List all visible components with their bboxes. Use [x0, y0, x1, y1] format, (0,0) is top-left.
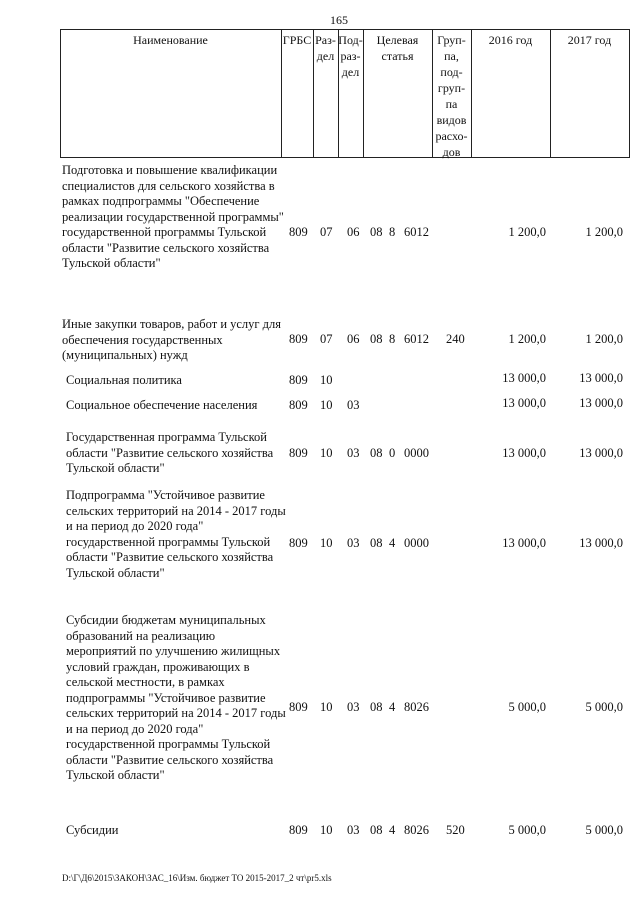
- row-name: Государственная программа Тульской области "Развитие сельского хозяйства Тульской области": [66, 430, 274, 475]
- header-vr: [432, 32, 471, 160]
- row-target-program: 08: [370, 700, 383, 714]
- file-path-footer: D:\Г\Д6\2015\ЗАКОН\ЗАС_16\Изм. бюджет ТО 2015-2017_2 чт\pr5.xls: [62, 873, 332, 883]
- header-target: [363, 32, 432, 64]
- header-vr-line: груп-: [437, 81, 466, 95]
- header-vr-line: под-: [440, 65, 463, 79]
- row-razdel: 10: [320, 446, 333, 460]
- row-name: Подготовка и повышение квалификации специалистов для сельского хозяйства в рамках подпрограммы "Обеспечение реализации государственной программы" государственной программы Тульской области "Развитие сельского хозяйства Тульской области": [62, 163, 284, 270]
- row-2016: 5 000,0: [508, 700, 546, 714]
- header-vr-line: па: [445, 97, 458, 111]
- row-2017: 5 000,0: [585, 700, 623, 714]
- row-razdel: 10: [320, 536, 333, 550]
- row-podrazdel: 03: [347, 446, 360, 460]
- row-2016: 5 000,0: [508, 823, 546, 837]
- row-target-direction: 8026: [404, 823, 429, 837]
- row-razdel: 07: [320, 332, 333, 346]
- row-target-subprogram: 0: [389, 446, 396, 460]
- row-vr: 520: [446, 823, 465, 837]
- row-target-program: 08: [370, 536, 383, 550]
- row-2016: 1 200,0: [508, 332, 546, 346]
- row-target-subprogram: 8: [389, 332, 396, 346]
- header-podrazdel-line: раз-: [340, 49, 361, 63]
- header-razdel-line: Раз-: [315, 33, 336, 47]
- row-target-direction: 8026: [404, 700, 429, 714]
- row-target-subprogram: 4: [389, 536, 396, 550]
- row-name: Субсидии: [66, 823, 119, 837]
- row-2016: 13 000,0: [502, 446, 546, 460]
- row-2017: 13 000,0: [579, 446, 623, 460]
- row-podrazdel: 06: [347, 225, 360, 239]
- row-grbs: 809: [289, 398, 308, 412]
- row-podrazdel: 03: [347, 536, 360, 550]
- row-2017: 1 200,0: [585, 332, 623, 346]
- header-vr-line: видов: [436, 113, 467, 127]
- row-grbs: 809: [289, 446, 308, 460]
- row-grbs: 809: [289, 373, 308, 387]
- header-2016: 2016 год: [488, 33, 533, 47]
- row-razdel: 07: [320, 225, 333, 239]
- row-name: Социальная политика: [66, 373, 182, 387]
- row-vr: 240: [446, 332, 465, 346]
- row-podrazdel: 03: [347, 700, 360, 714]
- row-2017: 13 000,0: [579, 536, 623, 550]
- header-vr-line: Груп-: [437, 33, 466, 47]
- header-vr-line: дов: [442, 145, 461, 159]
- row-name: Иные закупки товаров, работ и услуг для обеспечения государственных (муниципальных) нужд: [62, 317, 282, 362]
- row-razdel: 10: [320, 398, 333, 412]
- row-target-direction: 0000: [404, 446, 429, 460]
- row-grbs: 809: [289, 332, 308, 346]
- row-grbs: 809: [289, 536, 308, 550]
- row-target-direction: 6012: [404, 332, 429, 346]
- row-grbs: 809: [289, 700, 308, 714]
- page-number: 165: [330, 13, 348, 27]
- row-2016: 13 000,0: [502, 371, 546, 385]
- header-target-line: статья: [381, 49, 414, 63]
- row-podrazdel: 06: [347, 332, 360, 346]
- header-vr-line: па,: [444, 49, 459, 63]
- row-2016: 13 000,0: [502, 536, 546, 550]
- row-name: Субсидии бюджетам муниципальных образований на реализацию мероприятий по улучшению жилищных условий граждан, проживающих в сельской местности, в рамках подпрограммы "Устойчивое развитие сельских территорий на 2014 - 2017 годы и на период до 2020 года" государственной программы Тульской области "Развитие сельского хозяйства Тульской области": [66, 613, 286, 782]
- row-target-direction: 0000: [404, 536, 429, 550]
- row-target-subprogram: 8: [389, 225, 396, 239]
- row-podrazdel: 03: [347, 823, 360, 837]
- row-podrazdel: 03: [347, 398, 360, 412]
- row-2016: 1 200,0: [508, 225, 546, 239]
- row-target-program: 08: [370, 225, 383, 239]
- header-podrazdel-line: Под-: [338, 33, 363, 47]
- header-name: Наименование: [133, 33, 208, 47]
- row-razdel: 10: [320, 700, 333, 714]
- header-target-line: Целевая: [376, 33, 419, 47]
- row-razdel: 10: [320, 823, 333, 837]
- header-vr-line: расхо-: [435, 129, 468, 143]
- header-2017: 2017 год: [567, 33, 612, 47]
- row-target-direction: 6012: [404, 225, 429, 239]
- header-podrazdel: [338, 32, 363, 80]
- row-target-program: 08: [370, 823, 383, 837]
- row-grbs: 809: [289, 225, 308, 239]
- row-2017: 1 200,0: [585, 225, 623, 239]
- header-razdel-line: дел: [316, 49, 335, 63]
- row-name: Подпрограмма "Устойчивое развитие сельских территорий на 2014 - 2017 годы и на период до 2020 года" государственной программы Тульской области "Развитие сельского хозяйства Тульской области": [66, 488, 286, 580]
- row-2017: 13 000,0: [579, 396, 623, 410]
- row-name: Социальное обеспечение населения: [66, 398, 258, 412]
- row-target-subprogram: 4: [389, 823, 396, 837]
- header-grbs: ГРБС: [282, 33, 312, 47]
- row-razdel: 10: [320, 373, 333, 387]
- row-grbs: 809: [289, 823, 308, 837]
- row-target-program: 08: [370, 446, 383, 460]
- row-2016: 13 000,0: [502, 396, 546, 410]
- row-target-subprogram: 4: [389, 700, 396, 714]
- header-razdel: [313, 32, 338, 64]
- row-2017: 13 000,0: [579, 371, 623, 385]
- row-target-program: 08: [370, 332, 383, 346]
- row-2017: 5 000,0: [585, 823, 623, 837]
- header-podrazdel-line: дел: [341, 65, 360, 79]
